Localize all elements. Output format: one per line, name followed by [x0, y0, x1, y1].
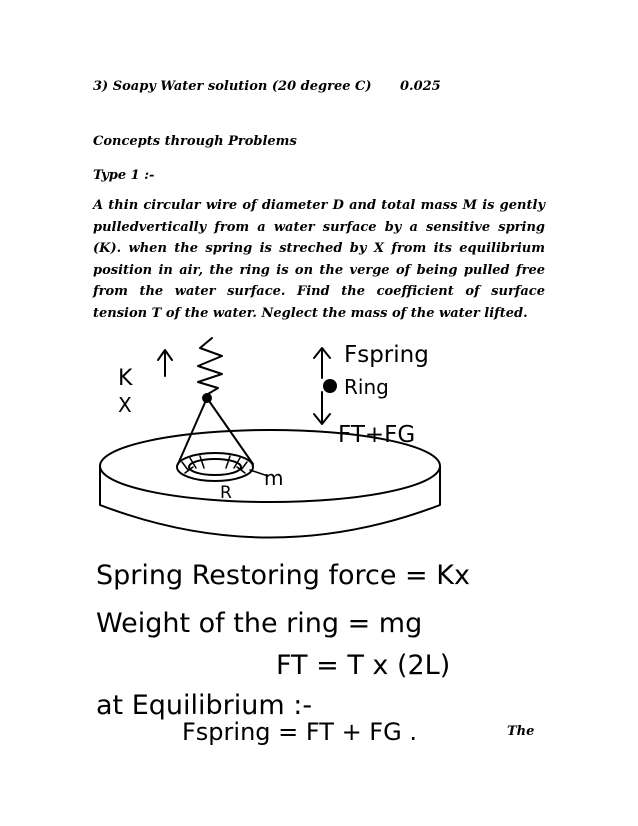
ring-inner: [189, 459, 241, 475]
equation-balance: Fspring = FT + FG .: [182, 718, 417, 746]
handwritten-sketch: [0, 330, 638, 750]
label-ft-fg: FT+FG: [338, 422, 416, 448]
ring-dot-icon: [323, 379, 337, 393]
label-r: R: [220, 483, 232, 503]
arrow-up-fspring: [314, 348, 330, 378]
surface-tension-value: 0.025: [400, 79, 441, 94]
material-row: [93, 78, 453, 95]
section-heading: Concepts through Problems: [93, 134, 297, 149]
problem-statement: A thin circular wire of diameter D and total mass M is gently pulledvertically from a water surface by a sensitive spring (K). when the spring is streched by X from its equilibrium position in air, the ring is on the verge of being pulled free from the water surface. Find the coefficient of surface tension T of the water. Neglect the mass of the water lifted.: [93, 198, 545, 321]
trailing-word: The: [507, 724, 535, 739]
equation-spring-force: Spring Restoring force = Kx: [96, 560, 470, 591]
label-ring: Ring: [344, 375, 389, 399]
equation-equilibrium-label: at Equilibrium :-: [96, 690, 313, 721]
arrow-up-k: [158, 350, 172, 376]
problem-type-label: Type 1 :-: [93, 168, 155, 183]
material-label: 3) Soapy Water solution (20 degree C): [93, 79, 372, 94]
label-fspring: Fspring: [344, 342, 429, 368]
arrow-down-ft-fg: [314, 392, 330, 424]
label-k: K: [118, 366, 133, 391]
equation-weight: Weight of the ring = mg: [96, 608, 423, 639]
label-x: X: [118, 393, 132, 417]
label-m: m: [264, 466, 284, 490]
spring-zigzag: [198, 338, 222, 394]
equation-surface-force: FT = T x (2L): [276, 650, 451, 681]
spring-attach-point: [203, 394, 211, 402]
